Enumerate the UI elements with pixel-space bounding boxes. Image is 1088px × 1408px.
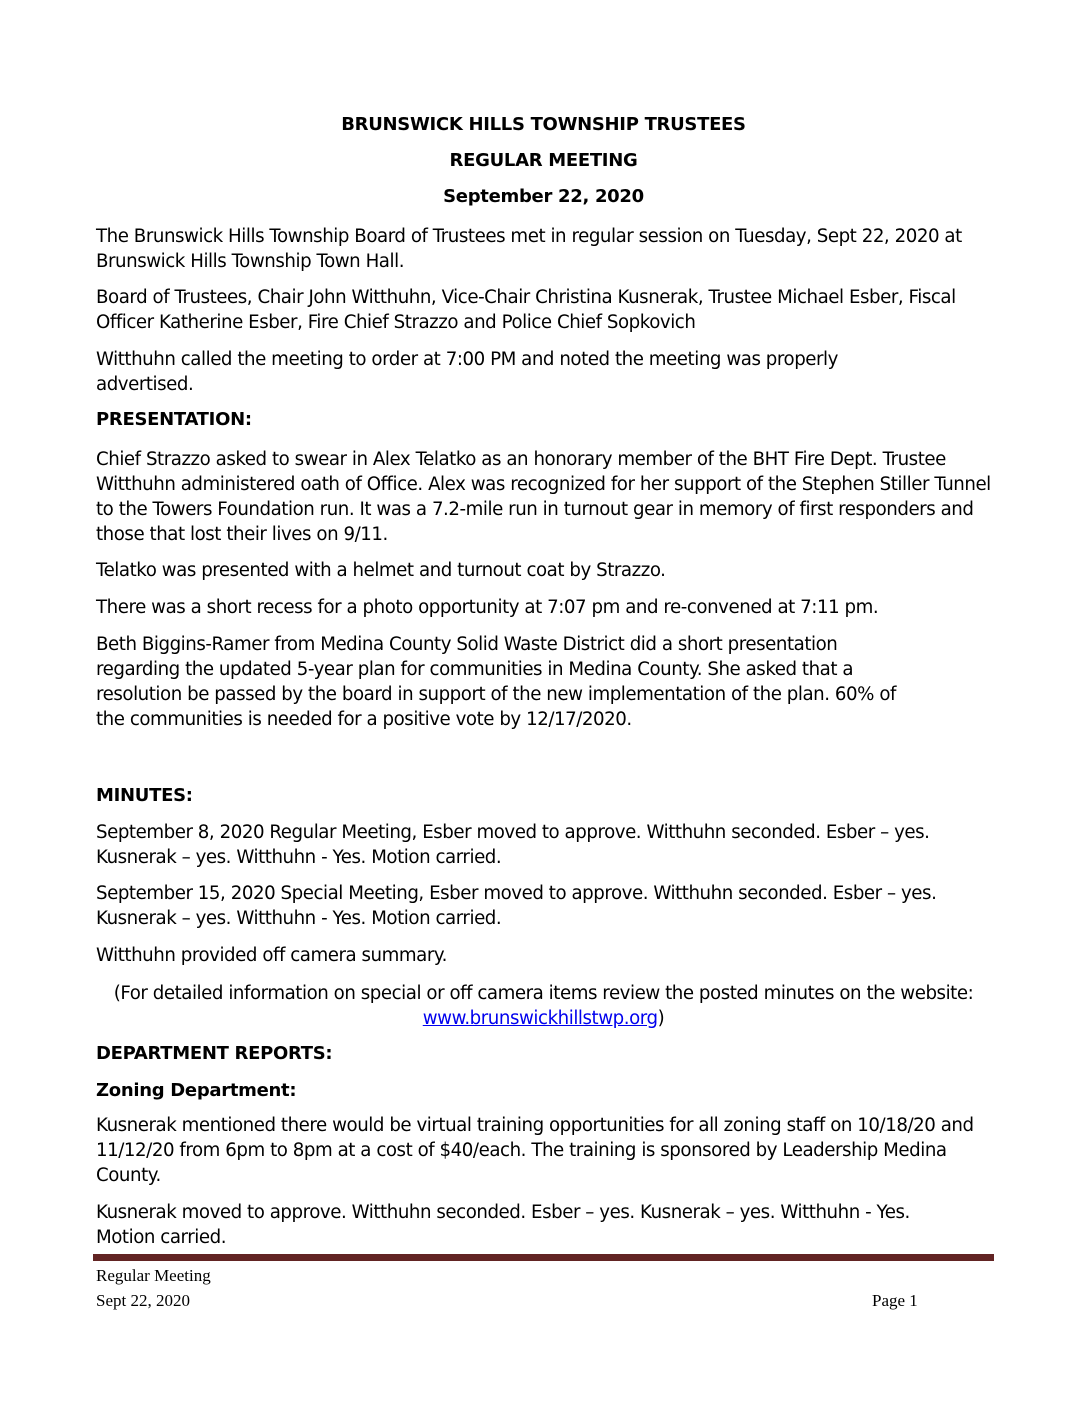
- minutes-note-text: (For detailed information on special or off camera items review the posted minutes on the website:: [113, 983, 974, 1004]
- minutes-heading: MINUTES:: [96, 785, 193, 806]
- intro-call-to-order: Witthuhn called the meeting to order at 7:00 PM and noted the meeting was properly advertised.: [96, 349, 838, 395]
- presentation-paragraph: Telatko was presented with a helmet and turnout coat by Strazzo.: [96, 560, 666, 581]
- zoning-heading: Zoning Department:: [96, 1080, 297, 1101]
- minutes-paragraph: September 15, 2020 Special Meeting, Esber moved to approve. Witthuhn seconded. Esber – yes. Kusnerak – yes. Witthuhn - Yes. Motion carried.: [96, 883, 937, 929]
- zoning-paragraph: Kusnerak mentioned there would be virtual training opportunities for all zoning staff on 10/18/20 and 11/12/20 from 6pm to 8pm at a cost of $40/each. The training is sponsored by Leadership Medina County.: [96, 1115, 974, 1186]
- minutes-note: [96, 981, 991, 1031]
- department-reports-heading: DEPARTMENT REPORTS:: [96, 1043, 333, 1064]
- minutes-note-suffix: ): [657, 1008, 665, 1029]
- footer-meeting-label: Regular Meeting: [96, 1266, 211, 1285]
- website-link[interactable]: www.brunswickhillstwp.org: [422, 1008, 658, 1029]
- presentation-paragraph: Chief Strazzo asked to swear in Alex Telatko as an honorary member of the BHT Fire Dept. Trustee Witthuhn administered oath of Office. Alex was recognized for her support of the Stephen Stiller Tunnel to the Towers Foundation run. It was a 7.2-mile run in turnout gear in memory of first responders and those that lost their lives on 9/11.: [96, 449, 991, 545]
- meeting-type: REGULAR MEETING: [449, 150, 638, 171]
- zoning-paragraph: Kusnerak moved to approve. Witthuhn seconded. Esber – yes. Kusnerak – yes. Witthuhn - Yes. Motion carried.: [96, 1202, 910, 1248]
- meeting-date: September 22, 2020: [443, 186, 644, 207]
- minutes-paragraph: September 8, 2020 Regular Meeting, Esber moved to approve. Witthuhn seconded. Esber – yes. Kusnerak – yes. Witthuhn - Yes. Motion carried.: [96, 822, 930, 868]
- footer-divider: [93, 1254, 994, 1261]
- intro-attendees: Board of Trustees, Chair John Witthuhn, Vice-Chair Christina Kusnerak, Trustee Michael Esber, Fiscal Officer Katherine Esber, Fire Chief Strazzo and Police Chief Sopkovich: [96, 287, 956, 333]
- document-title: BRUNSWICK HILLS TOWNSHIP TRUSTEES: [341, 114, 746, 135]
- intro-session: The Brunswick Hills Township Board of Trustees met in regular session on Tuesday, Sept 22, 2020 at Brunswick Hills Township Town Hall.: [96, 226, 962, 272]
- presentation-paragraph: There was a short recess for a photo opportunity at 7:07 pm and re-convened at 7:11 pm.: [96, 597, 879, 618]
- minutes-paragraph: Witthuhn provided off camera summary.: [96, 945, 447, 966]
- footer-page-number: Page 1: [872, 1291, 918, 1310]
- presentation-heading: PRESENTATION:: [96, 409, 252, 430]
- presentation-paragraph: Beth Biggins-Ramer from Medina County Solid Waste District did a short presentation regarding the updated 5-year plan for communities in Medina County. She asked that a resolution be passed by the board in support of the new implementation of the plan. 60% of the communities is needed for a positive vote by 12/17/2020.: [96, 634, 896, 730]
- footer-date: Sept 22, 2020: [96, 1291, 190, 1310]
